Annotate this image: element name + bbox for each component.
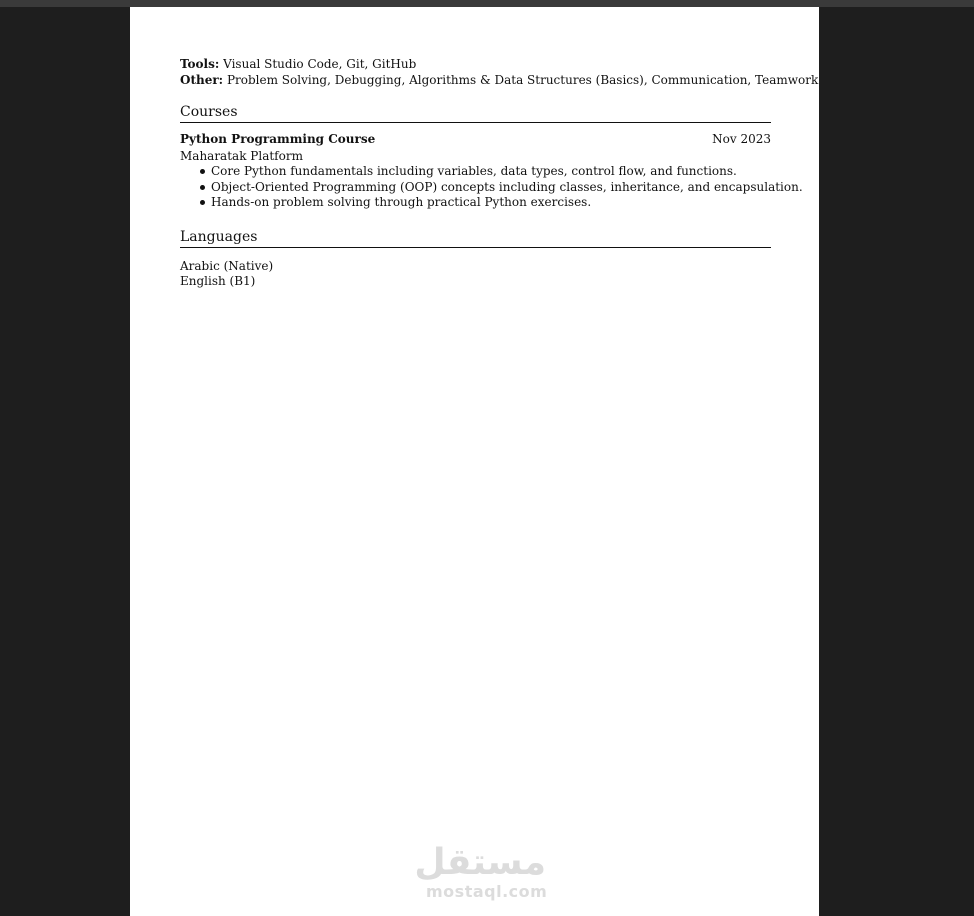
language-item: Arabic (Native) <box>180 259 274 274</box>
skills-block <box>180 56 819 88</box>
course-provider: Maharatak Platform <box>180 149 303 163</box>
bullet-text: Object-Oriented Programming (OOP) concepts including classes, inheritance, and encapsulation. <box>211 179 803 194</box>
page-content <box>180 7 819 289</box>
bullet-text: Core Python fundamentals including variables, data types, control flow, and functions. <box>211 164 737 178</box>
languages-list <box>180 259 771 289</box>
other-value: Problem Solving, Debugging, Algorithms & Data Structures (Basics), Communication, Teamwork <box>226 73 819 87</box>
list-item <box>198 195 771 211</box>
tools-value: Visual Studio Code, Git, GitHub <box>223 57 417 71</box>
bullet-icon <box>200 200 205 205</box>
course-bullet-list <box>180 164 803 211</box>
watermark-arabic-text: مستقل <box>414 842 546 883</box>
course-name: Python Programming Course <box>180 132 376 146</box>
tools-label: Tools: <box>180 57 220 71</box>
course-entry <box>180 131 803 211</box>
courses-heading: Courses <box>180 103 771 123</box>
list-item <box>198 179 803 196</box>
course-date: Nov 2023 <box>712 132 771 146</box>
mostaql-watermark-logo <box>414 842 548 901</box>
bullet-text: Hands-on problem solving through practical Python exercises. <box>211 195 592 210</box>
language-item: English (B1) <box>180 274 256 289</box>
bullet-icon <box>200 185 205 190</box>
bullet-icon <box>200 169 205 174</box>
viewer-top-bar <box>0 0 974 7</box>
watermark-latin-text: mostaql.com <box>426 882 548 901</box>
document-page <box>130 7 819 916</box>
languages-heading: Languages <box>180 228 771 248</box>
skills-tools-line <box>180 56 771 72</box>
course-header <box>180 131 771 148</box>
other-label: Other: <box>180 73 224 87</box>
list-item <box>198 164 771 180</box>
skills-other-line <box>180 72 819 88</box>
